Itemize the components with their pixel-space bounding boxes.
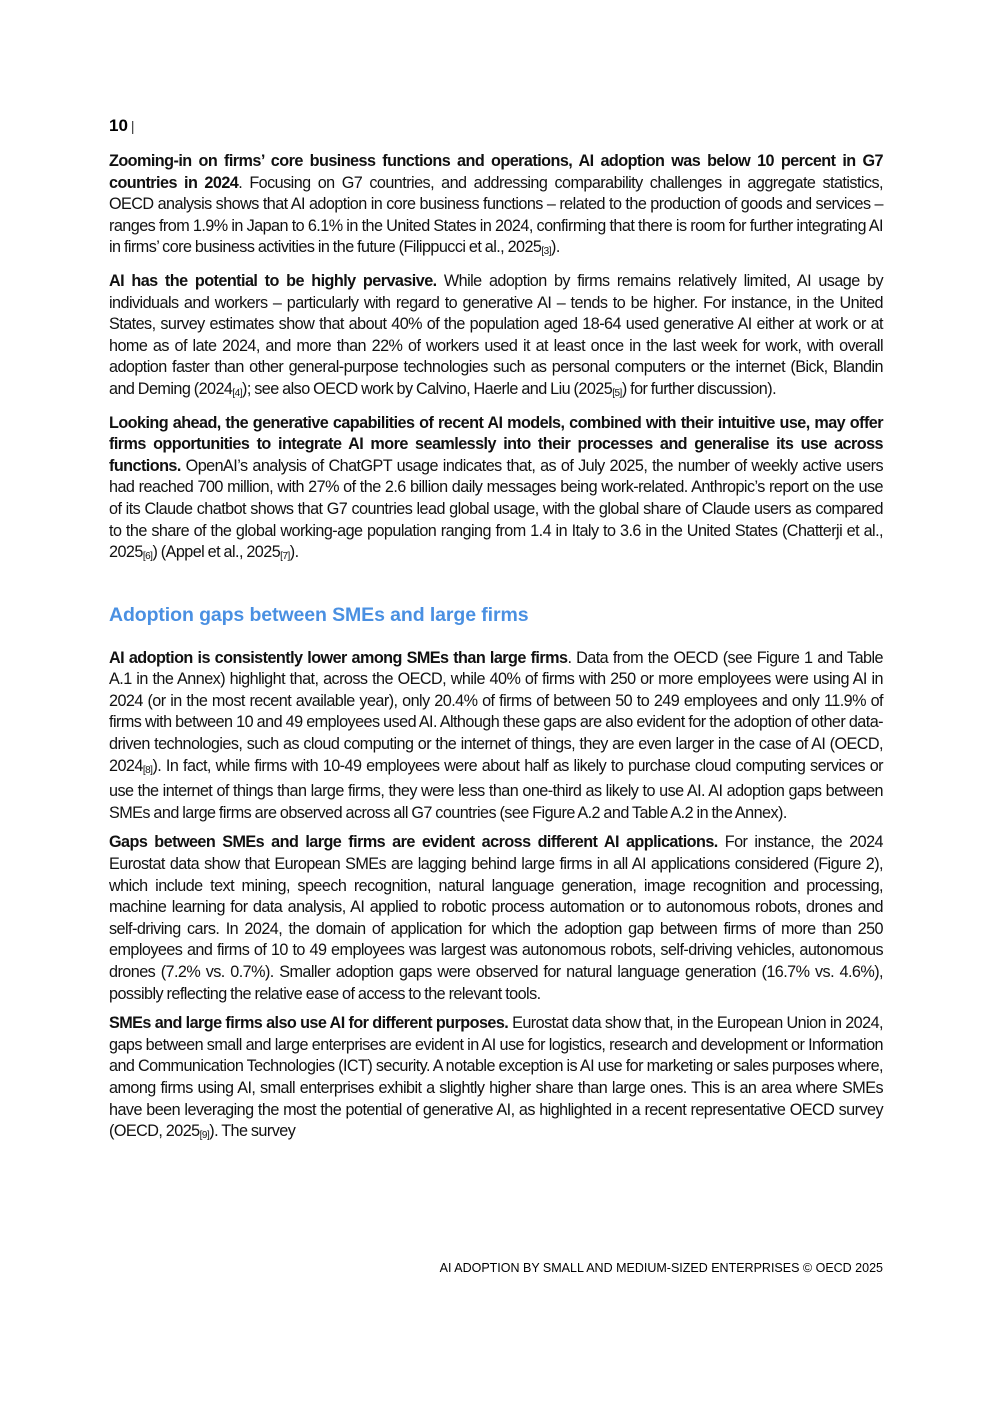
paragraph-lead: Gaps between SMEs and large firms are evident across different AI applications. [109,833,718,852]
paragraph [109,271,883,405]
citation-ref[interactable]: [4] [232,387,243,399]
citation-ref[interactable]: [7] [280,551,290,563]
paragraphs-bottom [109,648,883,1147]
paragraph-text: ) (Appel et al., 2025 [152,543,281,562]
paragraph [109,151,883,263]
paragraph-text: ). The survey [209,1122,296,1141]
paragraph [109,832,883,1005]
document-body [109,151,883,1155]
paragraph-text: OpenAI’s analysis of ChatGPT usage indicates that, as of July 2025, the number of weekly active users had reached 700 million, with 27% of the 2.6 billion daily messages being work-related. Anthropic’s report on the use of its Claude chatbot shows that G7 countries lead global usage, with the global share of Claude users as compared to the share of the global working-age population ranging from 1.4 in Italy to 3.6 in the United States (Chatterji et al., 2025 [109,456,883,562]
paragraphs-top [109,151,883,568]
paragraph-lead: Zooming-in on firms’ core business functions and operations, AI adoption was below 10 percent in G7 countries in 2024 [109,152,883,192]
paragraph-text: . Data from the OECD (see Figure 1 and Table A.1 in the Annex) highlight that, across the OECD, while 40% of firms with 250 or more employees were using AI in 2024 (or in the most recent available year), only 20.4% of firms of between 50 to 249 employees and only 11.9% of firms with between 10 and 49 employees used AI. Although these gaps are also evident for the adoption of other data-driven technologies, such as cloud computing or the internet of things, they are even larger in the case of AI (OECD, 2024 [109,648,884,775]
citation-ref[interactable]: [5] [612,387,622,399]
citation-ref[interactable]: [9] [199,1130,210,1142]
paragraph-text: ). [551,238,560,257]
paragraph-lead: AI has the potential to be highly pervasive. [109,271,437,290]
paragraph-text: ). [289,543,299,562]
page-separator: | [130,118,135,134]
paragraph [109,413,883,568]
paragraph-lead: AI adoption is consistently lower among SMEs than large firms [109,648,568,667]
citation-ref[interactable]: [8] [142,764,153,776]
paragraph-lead: SMEs and large firms also use AI for different purposes. [109,1014,509,1033]
paragraph [109,1013,883,1147]
paragraph-text: Eurostat data show that, in the European Union in 2024, gaps between small and large enterprises are evident in AI use for logistics, research and development or Information and Communication Technologies (ICT) security. A notable exception is AI use for marketing or sales purposes where, among firms using AI, small enterprises exhibit a slightly higher share than large ones. This is an area where SMEs have been leveraging the most the potential of generative AI, as highlighted in a recent representative OECD survey (OECD, 2025 [109,1014,883,1141]
paragraph [109,648,883,825]
paragraph-lead: Looking ahead, the generative capabilities of recent AI models, combined with their intuitive use, may offer firms opportunities to integrate AI more seamlessly into their processes and generalise its use across functions. [109,413,883,475]
page-number [109,116,135,136]
section-heading: Adoption gaps between SMEs and large firms [109,603,529,626]
paragraph-text: ) for further discussion). [621,379,777,398]
paragraph-text: . Focusing on G7 countries, and addressing comparability challenges in aggregate statistics, OECD analysis shows that AI adoption in core business functions – related to the production of goods and services – ranges from 1.9% in Japan to 6.1% in the United States in 2024, confirming that there is room for further integrating AI in firms’ core business activities in the future (Filippucci et al., 2025 [109,173,883,257]
citation-ref[interactable]: [6] [142,551,153,563]
citation-ref[interactable]: [3] [541,246,552,258]
page-number-value: 10 [109,116,128,135]
paragraph-text: While adoption by firms remains relatively limited, AI usage by individuals and workers – particularly with regard to generative AI – tends to be higher. For instance, in the United States, survey estimates show that about 40% of the population aged 18-64 used generative AI either at work or at home as of late 2024, and more than 22% of workers used it at least once in the last week for work, with overall adoption faster than other general-purpose technologies such as personal computers or the internet (Bick, Blandin and Deming (2024 [109,271,883,398]
page-footer: AI ADOPTION BY SMALL AND MEDIUM-SIZED ENTERPRISES © OECD 2025 [439,1261,883,1275]
paragraph-text: ). In fact, while firms with 10-49 employees were about half as likely to purchase cloud computing services or use the internet of things than large firms, they were less than one-third as likely to use AI. AI adoption gaps between SMEs and large firms are observed across all G7 countries (see Figure A.2 and Table A.2 in the Annex). [109,756,883,822]
paragraph-text: ); see also OECD work by Calvino, Haerle and Liu (2025 [242,379,613,398]
paragraph-text: For instance, the 2024 Eurostat data show that European SMEs are lagging behind large firms in all AI applications considered (Figure 2), which include text mining, speech recognition, natural language generation, image recognition and processing, machine learning for data analysis, AI applied to robotic process automation or to autonomous robots, drones and self-driving cars. In 2024, the domain of application for which the adoption gap between firms of more than 250 employees and firms of 10 to 49 employees was largest was autonomous robots, self-driving vehicles, autonomous drones (7.2% vs. 0.7%). Smaller adoption gaps were observed for natural language generation (16.7% vs. 4.6%), possibly reflecting the relative ease of access to the relevant tools. [109,833,883,1003]
